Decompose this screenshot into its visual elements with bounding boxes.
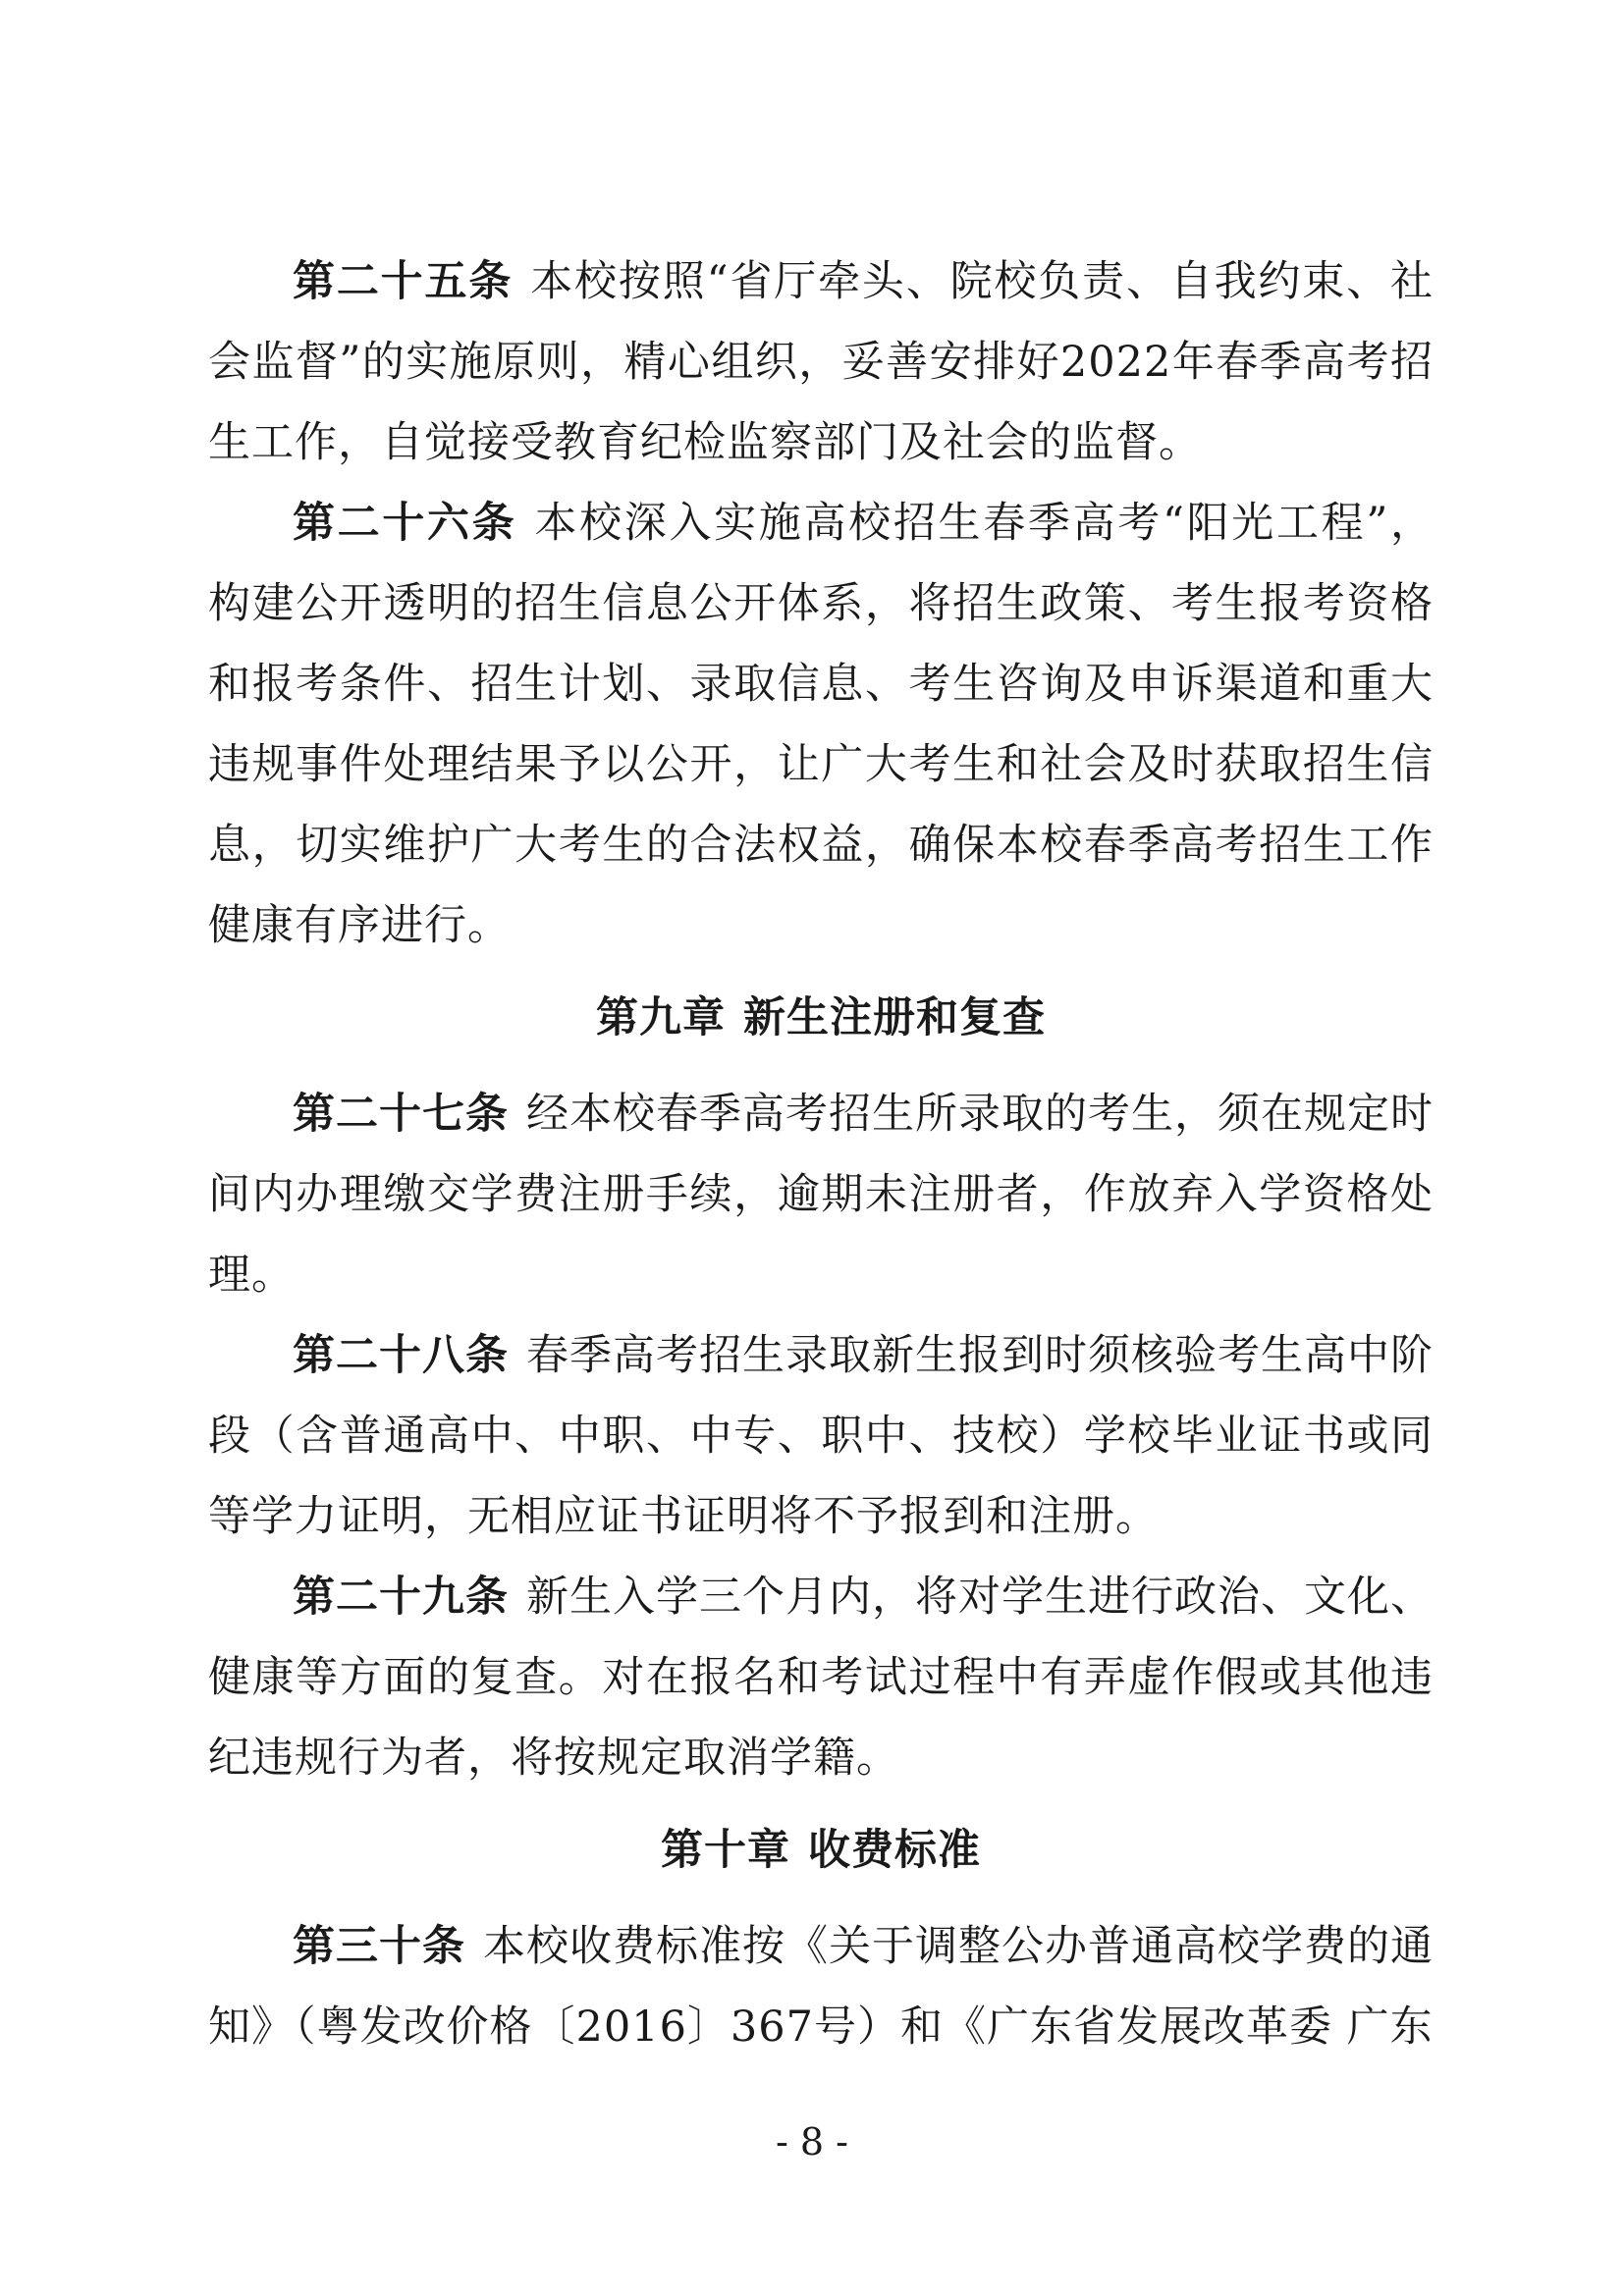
chapter-number: 第九章 bbox=[596, 993, 726, 1042]
article-text: 本校按照“省厅牵头、院校负责、自我约束、社会监督”的实施原则，精心组织，妥善安排好2022年春季高考招生工作，自觉接受教育纪检监察部门及社会的监督。 bbox=[208, 257, 1434, 467]
chapter-heading-10 bbox=[208, 1810, 1434, 1891]
article-28 bbox=[208, 1315, 1434, 1557]
chapter-number: 第十章 bbox=[661, 1826, 790, 1875]
article-29 bbox=[208, 1557, 1434, 1798]
article-text: 本校收费标准按《关于调整公办普通高校学费的通知》（粤发改价格〔2016〕367号）和《广东省发展改革委 广东 bbox=[208, 1922, 1434, 2052]
chapter-heading-9 bbox=[208, 978, 1434, 1058]
article-26 bbox=[208, 483, 1434, 966]
document-page bbox=[208, 241, 1434, 2067]
chapter-title: 新生注册和复查 bbox=[743, 993, 1046, 1042]
article-label: 第二十七条 bbox=[293, 1090, 509, 1139]
chapter-title: 收费标准 bbox=[808, 1826, 981, 1875]
article-label: 第二十五条 bbox=[293, 257, 514, 306]
article-text: 经本校春季高考招生所录取的考生，须在规定时间内办理缴交学费注册手续，逾期未注册者，作放弃入学资格处理。 bbox=[208, 1090, 1434, 1300]
article-label: 第三十条 bbox=[293, 1922, 465, 1971]
page-number: - 8 - bbox=[775, 2120, 848, 2163]
article-text: 春季高考招生录取新生报到时须核验考生高中阶段（含普通高中、中职、中专、职中、技校）学校毕业证书或同等学力证明，无相应证书证明将不予报到和注册。 bbox=[208, 1331, 1434, 1541]
article-label: 第二十九条 bbox=[293, 1573, 509, 1622]
article-27 bbox=[208, 1074, 1434, 1315]
article-label: 第二十六条 bbox=[293, 499, 517, 548]
article-text: 新生入学三个月内，将对学生进行政治、文化、健康等方面的复查。对在报名和考试过程中有弄虚作假或其他违纪违规行为者，将按规定取消学籍。 bbox=[208, 1573, 1434, 1783]
article-25 bbox=[208, 241, 1434, 483]
article-label: 第二十八条 bbox=[293, 1331, 509, 1380]
article-30 bbox=[208, 1906, 1434, 2067]
article-text: 本校深入实施高校招生春季高考“阳光工程”，构建公开透明的招生信息公开体系，将招生政策、考生报考资格和报考条件、招生计划、录取信息、考生咨询及申诉渠道和重大违规事件处理结果予以公开，让广大考生和社会及时获取招生信息，切实维护广大考生的合法权益，确保本校春季高考招生工作健康有序进行。 bbox=[208, 499, 1434, 950]
